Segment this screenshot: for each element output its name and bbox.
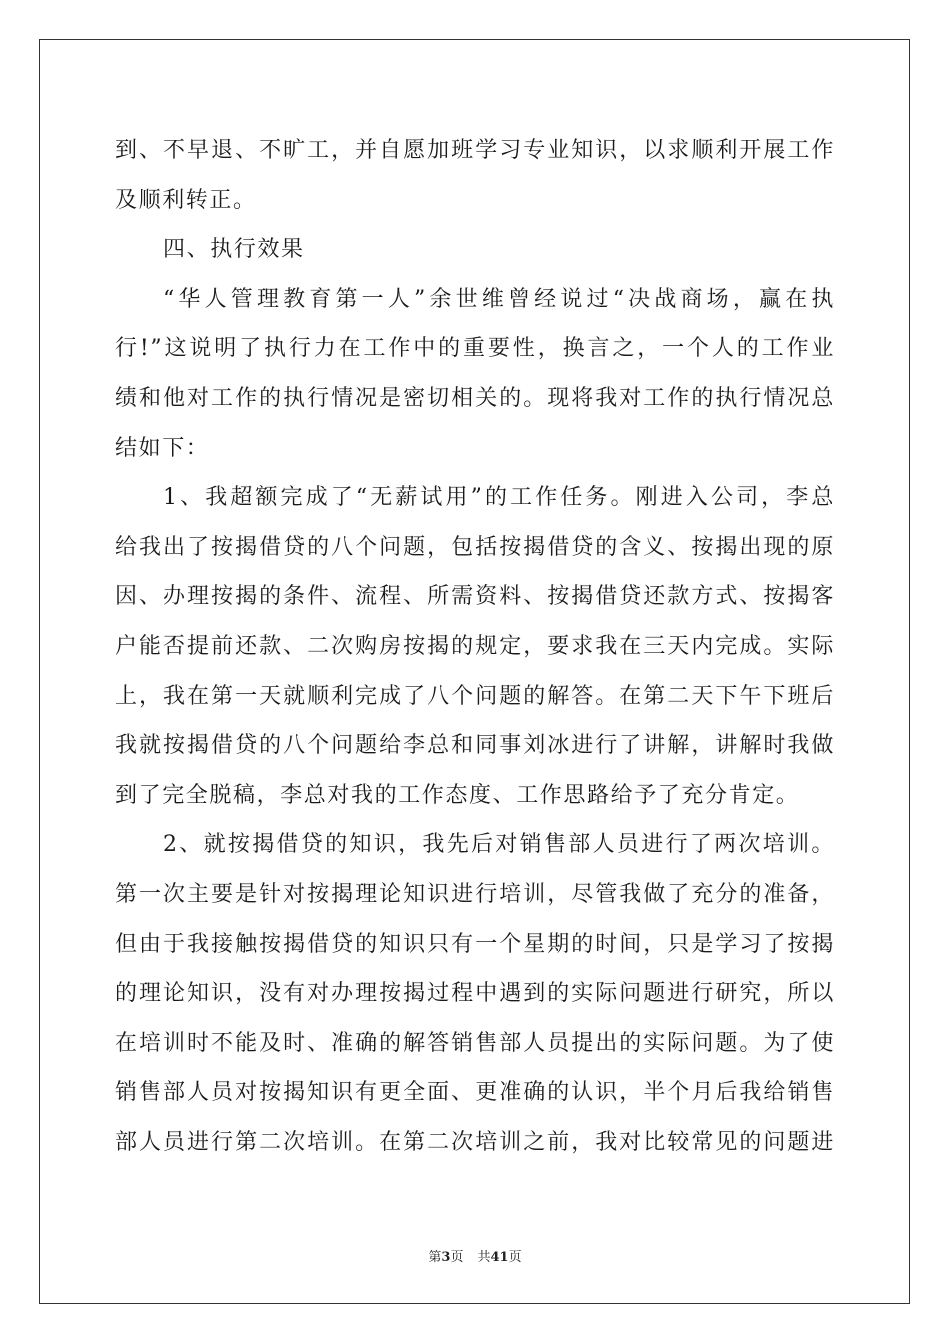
text-line: 的理论知识，没有对办理按揭过程中遇到的实际问题进行研究，所以 — [115, 981, 835, 1007]
text-line: 行!”这说明了执行力在工作中的重要性，换言之，一个人的工作业 — [115, 336, 835, 362]
text-line: 2、就按揭借贷的知识，我先后对销售部人员进行了两次培训。 — [163, 832, 835, 858]
text-line: 四、执行效果 — [163, 237, 305, 263]
text-line: 到了完全脱稿，李总对我的工作态度、工作思路给予了充分肯定。 — [115, 782, 800, 808]
text-line: 给我出了按揭借贷的八个问题，包括按揭借贷的含义、按揭出现的原 — [115, 534, 835, 560]
text-line: 结如下： — [115, 435, 210, 461]
total-pages: 41 — [490, 1250, 509, 1265]
total-suffix: 页 — [508, 1250, 522, 1265]
text-line: 1、我超额完成了“无薪试用”的工作任务。刚进入公司，李总 — [163, 485, 835, 511]
text-line: 因、办理按揭的条件、流程、所需资料、按揭借贷还款方式、按揭客 — [115, 584, 835, 610]
text-line: 上，我在第一天就顺利完成了八个问题的解答。在第二天下午下班后 — [115, 683, 835, 709]
text-line: 部人员进行第二次培训。在第二次培训之前，我对比较常见的问题进 — [115, 1129, 835, 1155]
page-prefix: 第 — [428, 1250, 442, 1265]
page-footer — [0, 1246, 950, 1265]
text-line: 及顺利转正。 — [115, 187, 257, 213]
text-line: 到、不早退、不旷工，并自愿加班学习专业知识，以求顺利开展工作 — [115, 138, 835, 163]
page-number: 3 — [441, 1250, 451, 1265]
text-line: 但由于我接触按揭借贷的知识只有一个星期的时间，只是学习了按揭 — [115, 931, 835, 957]
text-line: “华人管理教育第一人”余世维曾经说过“决战商场，赢在执 — [163, 286, 835, 312]
document-body — [115, 126, 835, 1167]
text-line: 户能否提前还款、二次购房按揭的规定，要求我在三天内完成。实际 — [115, 633, 835, 659]
text-line: 在培训时不能及时、准确的解答销售部人员提出的实际问题。为了使 — [115, 1030, 835, 1056]
text-line: 第一次主要是针对按揭理论知识进行培训，尽管我做了充分的准备， — [115, 881, 835, 907]
page-suffix: 页 — [450, 1250, 464, 1265]
text-line: 我就按揭借贷的八个问题给李总和同事刘冰进行了讲解，讲解时我做 — [115, 733, 835, 759]
text-line: 绩和他对工作的执行情况是密切相关的。现将我对工作的执行情况总 — [115, 385, 835, 411]
text-line: 销售部人员对按揭知识有更全面、更准确的认识，半个月后我给销售 — [115, 1080, 835, 1106]
total-prefix: 共 — [477, 1250, 491, 1265]
